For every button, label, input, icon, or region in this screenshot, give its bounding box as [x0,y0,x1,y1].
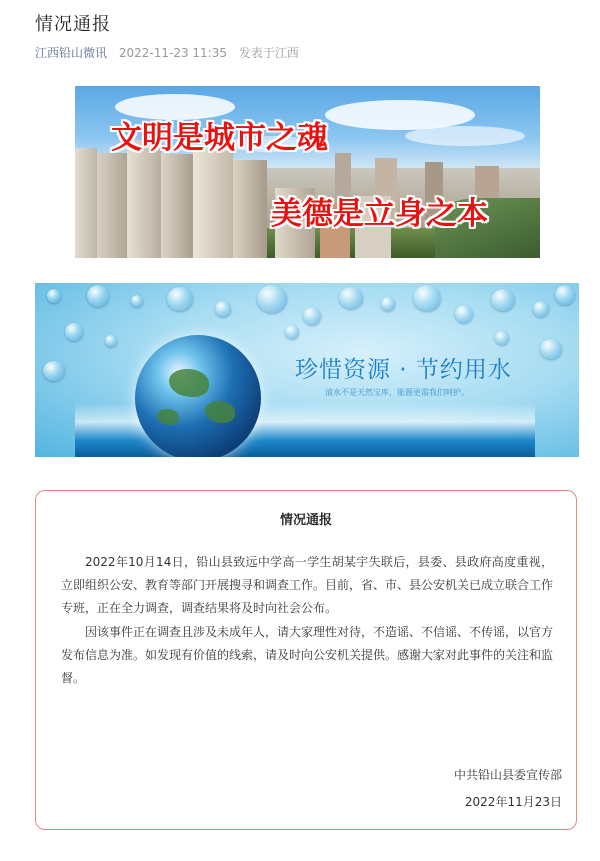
publish-time: 2022-11-23 11:35 [118,46,227,60]
account-name-link[interactable]: 江西铅山微讯 [35,46,108,60]
earth-globe-icon [135,335,261,457]
water-slogan-subtitle: 清水不是天然宝库，能源更需我们呵护。 [325,388,469,397]
slogan-line-2: 美德是立身之本 [271,196,488,232]
water-saving-banner-image [35,283,579,457]
notice-date: 2022年11月23日 [464,795,562,809]
slogan-line-1: 文明是城市之魂 [111,120,328,156]
notice-signature: 中共铅山县委宣传部 [453,768,562,782]
notice-heading: 情况通报 [279,513,332,528]
article-meta [35,44,299,61]
publish-location: 发表于江西 [238,46,299,60]
city-banner-image [75,86,540,258]
notice-paragraph-1: 2022年10月14日，铅山县致远中学高一学生胡某宇失联后，县委、县政府高度重视，立即组织公安、教育等部门开展搜寻和调查工作。目前，省、市、县公安机关已成立联合工作专班，正在全力调查，调查结果将及时向社会公布。 [61,555,554,615]
notice-paragraph-2: 因该事件正在调查且涉及未成年人，请大家理性对待，不造谣、不信谣、不传谣，以官方发布信息为准。如发现有价值的线索，请及时向公安机关提供。感谢大家对此事件的关注和监督。 [61,625,554,685]
notice-card [35,490,577,830]
water-slogan-title: 珍惜资源 · 节约用水 [295,357,512,383]
article-title: 情况通报 [35,14,111,35]
